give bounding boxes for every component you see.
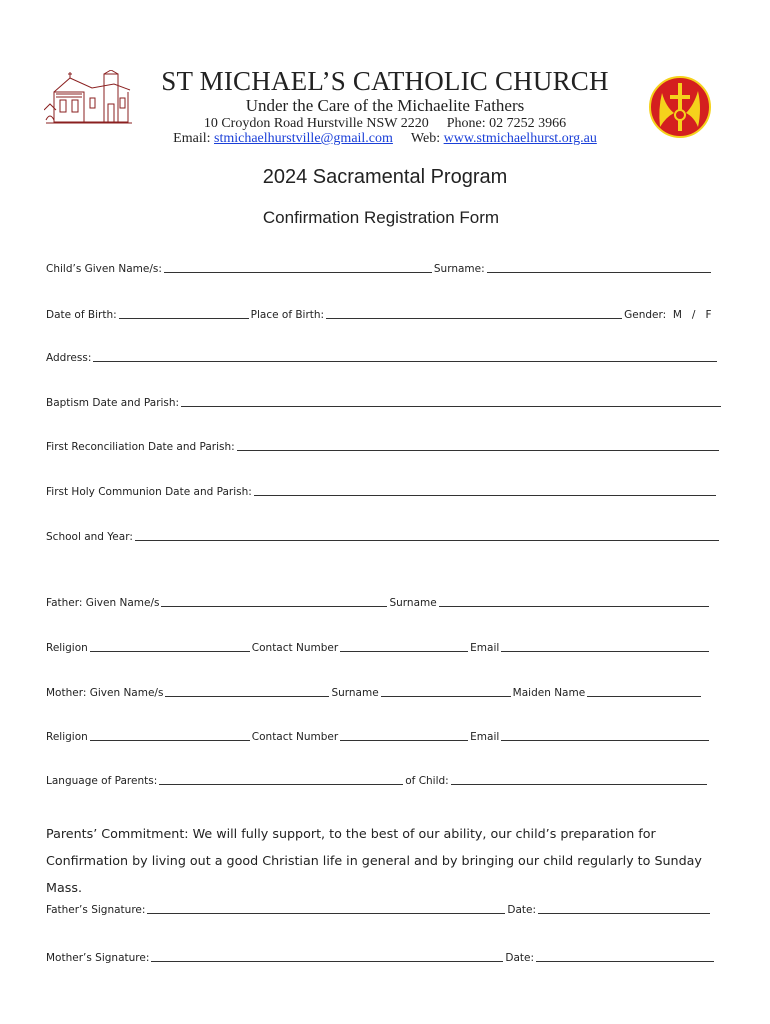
- mother-signature-label: Mother’s Signature:: [46, 952, 150, 964]
- father-contact-field[interactable]: [340, 650, 468, 652]
- commitment-line-1: Parents’ Commitment: We will fully support, to the best of our ability, our child’s preparation for: [46, 826, 656, 841]
- father-given-label: Father: Given Name/s: [46, 597, 160, 609]
- baptism-field[interactable]: [181, 405, 721, 407]
- program-title: 2024 Sacramental Program: [262, 166, 508, 188]
- baptism-label: Baptism Date and Parish:: [46, 397, 180, 409]
- father-date-field[interactable]: [538, 912, 710, 914]
- church-subtitle: Under the Care of the Michaelite Fathers: [245, 96, 525, 115]
- row-mother-details: [46, 731, 711, 743]
- language-parents-field[interactable]: [159, 783, 403, 785]
- school-field[interactable]: [135, 539, 719, 541]
- maiden-name-label: Maiden Name: [512, 687, 586, 699]
- communion-field[interactable]: [254, 494, 716, 496]
- row-address: [46, 352, 719, 364]
- web-label: Web:: [410, 131, 441, 146]
- address-field[interactable]: [93, 360, 717, 362]
- language-parents-label: Language of Parents:: [46, 775, 158, 787]
- address-label: Address:: [46, 352, 92, 364]
- father-surname-field[interactable]: [439, 605, 709, 607]
- church-address-line: [0, 116, 770, 132]
- web-link[interactable]: www.stmichaelhurst.org.au: [443, 131, 597, 146]
- email-label: Email:: [173, 131, 211, 146]
- dob-label: Date of Birth:: [46, 309, 117, 321]
- father-signature-label: Father’s Signature:: [46, 904, 146, 916]
- church-phone: Phone: 02 7252 3966: [446, 116, 567, 131]
- row-birth: [46, 309, 712, 321]
- language-child-field[interactable]: [451, 783, 707, 785]
- father-email-label: Email: [470, 642, 500, 654]
- row-reconciliation: [46, 441, 721, 453]
- mother-contact-label: Contact Number: [251, 731, 339, 743]
- church-name: ST MICHAEL’S CATHOLIC CHURCH: [161, 66, 609, 96]
- father-email-field[interactable]: [501, 650, 709, 652]
- child-given-field[interactable]: [164, 271, 432, 273]
- mother-signature-field[interactable]: [151, 960, 503, 962]
- communion-label: First Holy Communion Date and Parish:: [46, 486, 252, 498]
- mother-surname-field[interactable]: [381, 695, 511, 697]
- reconciliation-label: First Reconciliation Date and Parish:: [46, 441, 235, 453]
- father-religion-field[interactable]: [90, 650, 250, 652]
- father-date-label: Date:: [507, 904, 537, 916]
- father-religion-label: Religion: [46, 642, 88, 654]
- mother-religion-label: Religion: [46, 731, 88, 743]
- father-signature-field[interactable]: [147, 912, 505, 914]
- mother-given-label: Mother: Given Name/s: [46, 687, 164, 699]
- row-father-signature: [46, 904, 712, 916]
- mother-email-label: Email: [470, 731, 500, 743]
- place-of-birth-label: Place of Birth:: [250, 309, 325, 321]
- row-child-name: [46, 263, 713, 275]
- child-given-label: Child’s Given Name/s:: [46, 263, 162, 275]
- father-given-field[interactable]: [161, 605, 387, 607]
- row-baptism: [46, 397, 723, 409]
- row-mother: [46, 687, 703, 699]
- form-title: Confirmation Registration Form: [262, 208, 500, 227]
- row-language: [46, 775, 709, 787]
- mother-given-field[interactable]: [165, 695, 329, 697]
- maiden-name-field[interactable]: [587, 695, 701, 697]
- church-address: 10 Croydon Road Hurstville NSW 2220: [203, 116, 429, 131]
- row-communion: [46, 486, 718, 498]
- surname-label: Surname:: [433, 263, 485, 275]
- mother-contact-field[interactable]: [340, 739, 468, 741]
- commitment-line-2: Confirmation by living out a good Christian life in general and by bringing our child regularly to Sunday Mass.: [46, 853, 702, 895]
- church-contact-line: [0, 131, 770, 147]
- mother-date-field[interactable]: [536, 960, 714, 962]
- mother-religion-field[interactable]: [90, 739, 250, 741]
- gender-option[interactable]: Gender: M / F: [624, 309, 712, 321]
- dob-field[interactable]: [119, 317, 249, 319]
- reconciliation-field[interactable]: [237, 449, 719, 451]
- row-school: [46, 531, 721, 543]
- mother-email-field[interactable]: [501, 739, 709, 741]
- email-link[interactable]: stmichaelhurstville@gmail.com: [214, 131, 393, 146]
- mother-surname-label: Surname: [331, 687, 379, 699]
- father-surname-label: Surname: [389, 597, 437, 609]
- place-of-birth-field[interactable]: [326, 317, 622, 319]
- school-label: School and Year:: [46, 531, 133, 543]
- row-mother-signature: [46, 952, 716, 964]
- row-father-details: [46, 642, 711, 654]
- row-father: [46, 597, 711, 609]
- father-contact-label: Contact Number: [251, 642, 339, 654]
- mother-date-label: Date:: [505, 952, 535, 964]
- language-child-label: of Child:: [405, 775, 449, 787]
- child-surname-field[interactable]: [487, 271, 711, 273]
